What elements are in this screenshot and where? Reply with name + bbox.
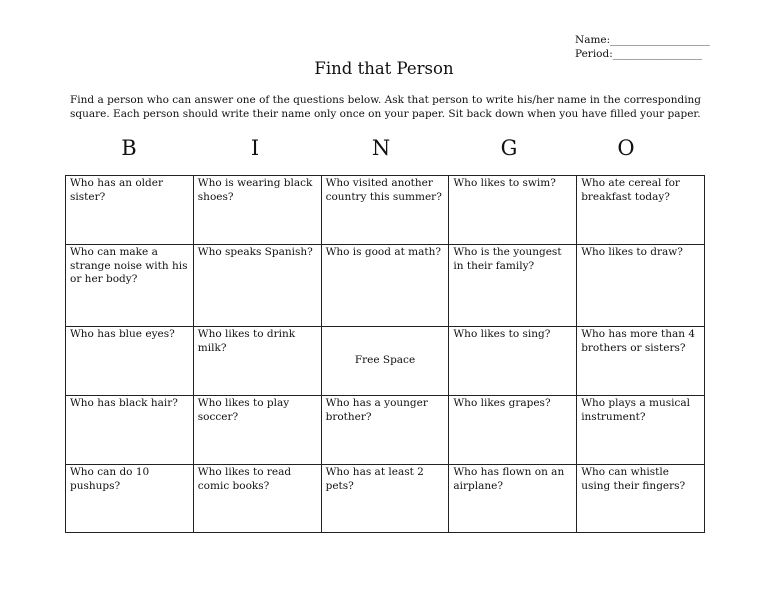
grid-cell[interactable]: Who has at least 2 pets?: [321, 465, 449, 533]
grid-row: [66, 176, 705, 245]
instructions-line-1: Find a person who can answer one of the questions below. Ask that person to write his/her name in the corresponding: [70, 94, 702, 106]
grid-cell[interactable]: Who likes to read comic books?: [193, 465, 321, 533]
name-field[interactable]: Name:___________________: [575, 34, 710, 46]
grid-row: [66, 245, 705, 327]
grid-row: [66, 327, 705, 396]
instructions: [70, 93, 710, 121]
grid-cell[interactable]: Who has a younger brother?: [321, 396, 449, 465]
grid-cell[interactable]: Who likes grapes?: [449, 396, 577, 465]
bingo-letter-n: N: [371, 136, 391, 160]
bingo-letter-o: O: [617, 136, 635, 160]
grid-cell[interactable]: Who likes to drink milk?: [193, 327, 321, 396]
grid-cell[interactable]: Who likes to sing?: [449, 327, 577, 396]
grid-cell[interactable]: Who ate cereal for breakfast today?: [577, 176, 705, 245]
period-field[interactable]: Period:_________________: [575, 48, 703, 60]
grid-cell[interactable]: Who likes to draw?: [577, 245, 705, 327]
grid-cell[interactable]: Who is the youngest in their family?: [449, 245, 577, 327]
grid-cell[interactable]: Who is good at math?: [321, 245, 449, 327]
grid-cell[interactable]: Who has black hair?: [66, 396, 194, 465]
grid-cell[interactable]: Who has blue eyes?: [66, 327, 194, 396]
grid-cell[interactable]: Who has flown on an airplane?: [449, 465, 577, 533]
grid-cell[interactable]: Who likes to play soccer?: [193, 396, 321, 465]
grid-row: [66, 396, 705, 465]
grid-row: [66, 465, 705, 533]
free-space-cell[interactable]: Free Space: [321, 327, 449, 396]
grid-cell[interactable]: Who can do 10 pushups?: [66, 465, 194, 533]
grid-cell[interactable]: Who likes to swim?: [449, 176, 577, 245]
bingo-grid: [65, 175, 705, 533]
grid-cell[interactable]: Who has an older sister?: [66, 176, 194, 245]
bingo-header: [65, 136, 705, 162]
grid-cell[interactable]: Who can whistle using their fingers?: [577, 465, 705, 533]
grid-cell[interactable]: Who is wearing black shoes?: [193, 176, 321, 245]
instructions-line-2: square. Each person should write their name only once on your paper. Sit back down when you have filled your paper.: [70, 108, 701, 120]
bingo-letter-b: B: [121, 136, 137, 160]
grid-cell[interactable]: Who has more than 4 brothers or sisters?: [577, 327, 705, 396]
bingo-letter-g: G: [500, 136, 518, 160]
page-title: Find that Person: [314, 59, 454, 78]
bingo-letter-i: I: [250, 136, 260, 160]
grid-cell[interactable]: Who can make a strange noise with his or her body?: [66, 245, 194, 327]
grid-cell[interactable]: Who plays a musical instrument?: [577, 396, 705, 465]
grid-cell[interactable]: Who visited another country this summer?: [321, 176, 449, 245]
grid-cell[interactable]: Who speaks Spanish?: [193, 245, 321, 327]
student-info: [575, 33, 710, 61]
